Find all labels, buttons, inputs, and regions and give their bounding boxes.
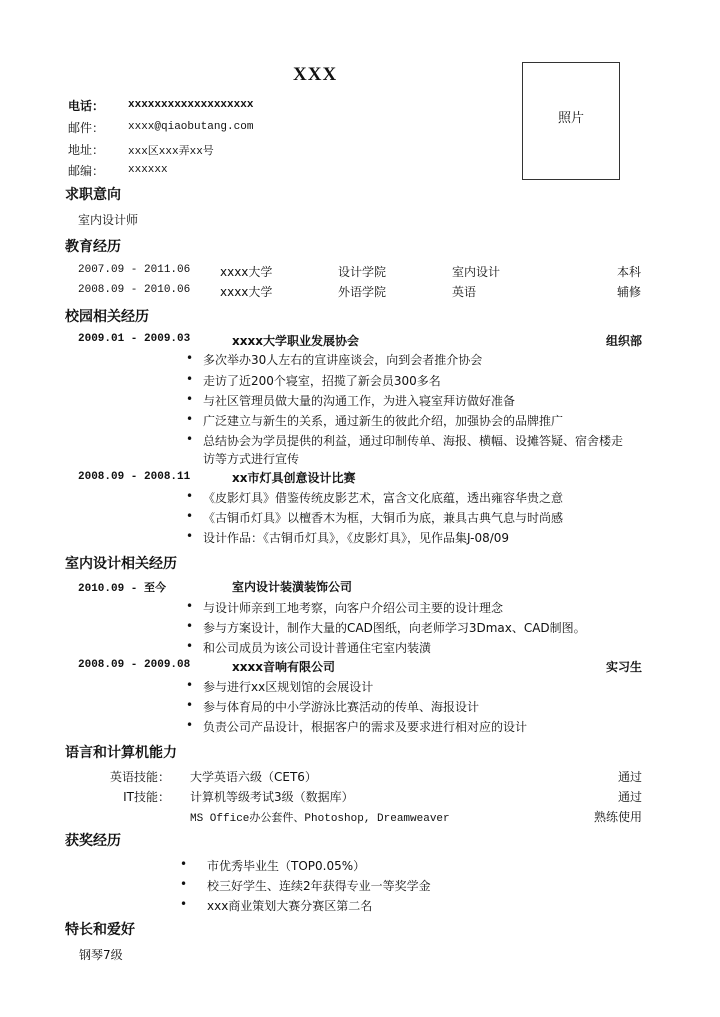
- address-value: xxx区xxx弄xx号: [128, 146, 214, 158]
- bullet-dot: •: [186, 619, 194, 633]
- bullet-text: 与设计师亲到工地考察，向客户介绍公司主要的设计理念: [203, 601, 504, 615]
- bullet-dot: •: [180, 877, 188, 891]
- bullet-dot: •: [186, 489, 194, 503]
- zipcode-label: 邮编：: [68, 164, 105, 178]
- work-role: 实习生: [605, 660, 642, 674]
- email-label: 邮件：: [68, 121, 105, 135]
- skill-label-it: IT技能：: [123, 790, 170, 804]
- section-awards-title: 获奖经历: [65, 833, 121, 849]
- bullet-dot: •: [180, 897, 188, 911]
- bullet-dot: •: [186, 351, 194, 365]
- skill-value-english: 大学英语六级（CET6）: [190, 770, 317, 784]
- section-hobbies-title: 特长和爱好: [65, 922, 135, 938]
- edu-major: 室内设计: [452, 265, 501, 279]
- bullet-text: 参与进行xx区规划馆的会展设计: [203, 680, 374, 694]
- edu-college: 设计学院: [338, 265, 387, 279]
- bullet-text: 《皮影灯具》借鉴传统皮影艺术，富含文化底蕴，透出雍容华贵之意: [203, 491, 564, 505]
- campus-org: xxxx大学职业发展协会: [232, 334, 359, 348]
- bullet-dot: •: [186, 412, 194, 426]
- bullet-text: 负责公司产品设计，根据客户的需求及要求进行相对应的设计: [203, 720, 528, 734]
- bullet-text: 走访了近200个寝室，招揽了新会员300多名: [203, 374, 441, 388]
- edu-school: xxxx大学: [220, 265, 273, 279]
- campus-period: 2009.01 - 2009.03: [78, 333, 191, 345]
- bullet-text: 总结协会为学员提供的利益，通过印制传单、海报、横幅、设摊答疑、宿舍楼走: [203, 434, 624, 448]
- bullet-dot: •: [186, 639, 194, 653]
- section-work-title: 室内设计相关经历: [65, 556, 177, 572]
- campus-period: 2008.09 - 2008.11: [78, 471, 191, 483]
- edu-school: xxxx大学: [220, 285, 273, 299]
- bullet-dot: •: [186, 529, 194, 543]
- edu-college: 外语学院: [338, 285, 387, 299]
- bullet-dot: •: [186, 678, 194, 692]
- skill-value-it: 计算机等级考试3级（数据库）: [190, 790, 354, 804]
- section-education-title: 教育经历: [65, 239, 121, 255]
- work-org: 室内设计装潢装饰公司: [232, 580, 353, 594]
- campus-role: 组织部: [605, 334, 642, 348]
- bullet-text: 和公司成员为该公司设计普通住宅室内装潢: [203, 641, 432, 655]
- bullet-dot: •: [186, 509, 194, 523]
- bullet-dot: •: [186, 599, 194, 613]
- hobby-value: 钢琴7级: [79, 948, 123, 962]
- edu-degree: 本科: [616, 265, 641, 279]
- bullet-dot: •: [186, 698, 194, 712]
- edu-degree: 辅修: [616, 285, 641, 299]
- bullet-text: 《古铜币灯具》以檀香木为框，大铜币为底，兼具古典气息与时尚感: [203, 511, 564, 525]
- bullet-text: 参与方案设计，制作大量的CAD图纸，向老师学习3Dmax、CAD制图。: [203, 621, 586, 635]
- objective-value: 室内设计师: [78, 213, 139, 227]
- skill-label-english: 英语技能：: [109, 770, 170, 784]
- bullet-text: 与社区管理员做大量的沟通工作，为进入寝室拜访做好准备: [203, 394, 516, 408]
- award-item: 市优秀毕业生（TOP0.05%）: [207, 859, 366, 873]
- work-org: xxxx音响有限公司: [232, 660, 335, 674]
- work-period: 2010.09 - 至今: [78, 583, 167, 595]
- bullet-dot: •: [186, 432, 194, 446]
- bullet-dot: •: [186, 718, 194, 732]
- address-label: 地址：: [68, 143, 105, 157]
- bullet-dot: •: [180, 857, 188, 871]
- email-value: xxxx@qiaobutang.com: [128, 121, 254, 133]
- resume-name: XXX: [293, 64, 338, 85]
- bullet-text-continued: 访等方式进行宣传: [203, 452, 300, 466]
- award-item: xxx商业策划大赛分赛区第二名: [207, 899, 373, 913]
- bullet-text: 参与体育局的中小学游泳比赛活动的传单、海报设计: [203, 700, 480, 714]
- bullet-dot: •: [186, 372, 194, 386]
- skill-level-english: 通过: [617, 770, 642, 784]
- skill-value-software: MS Office办公套件、Photoshop, Dreamweaver: [190, 813, 450, 825]
- phone-value: xxxxxxxxxxxxxxxxxxx: [128, 99, 254, 111]
- zipcode-value: xxxxxx: [128, 164, 168, 176]
- edu-major: 英语: [452, 285, 477, 299]
- section-skills-title: 语言和计算机能力: [65, 745, 177, 761]
- photo-placeholder: [522, 62, 620, 180]
- bullet-dot: •: [186, 392, 194, 406]
- photo-label: 照片: [557, 111, 584, 126]
- campus-org: xx市灯具创意设计比赛: [232, 471, 356, 485]
- bullet-text: 多次举办30人左右的宣讲座谈会，向到会者推介协会: [203, 353, 483, 367]
- award-item: 校三好学生、连续2年获得专业一等奖学金: [207, 879, 431, 893]
- edu-period: 2007.09 - 2011.06: [78, 264, 191, 276]
- phone-label: 电话：: [68, 99, 105, 113]
- bullet-text: 广泛建立与新生的关系，通过新生的彼此介绍，加强协会的品牌推广: [203, 414, 564, 428]
- work-period: 2008.09 - 2009.08: [78, 659, 191, 671]
- section-campus-title: 校园相关经历: [65, 309, 149, 325]
- edu-period: 2008.09 - 2010.06: [78, 284, 191, 296]
- section-objective-title: 求职意向: [65, 187, 121, 203]
- bullet-text: 设计作品：《古铜币灯具》，《皮影灯具》，见作品集J-08/09: [203, 531, 510, 545]
- skill-level-it: 通过: [617, 790, 642, 804]
- skill-level-software: 熟练使用: [593, 810, 642, 824]
